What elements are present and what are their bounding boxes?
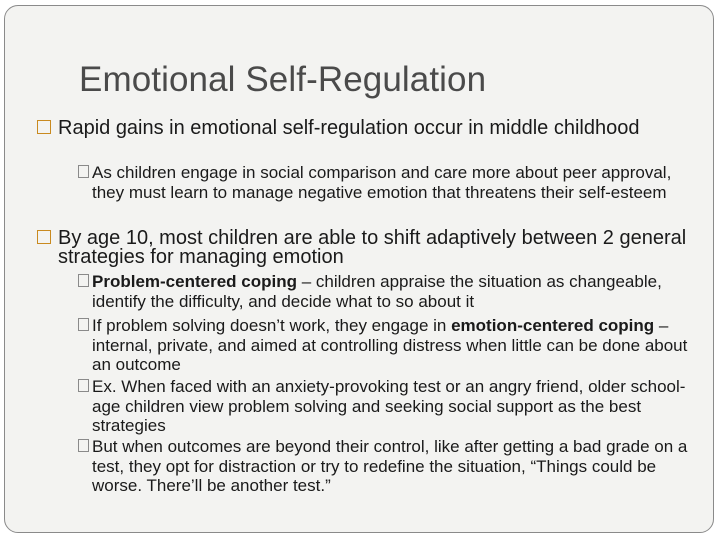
subpoint-social-comparison: As children engage in social comparison and care more about peer approval, they must learn to manage negative emotion that threatens their self-esteem — [92, 163, 690, 202]
subpoint-outcomes-beyond-control: But when outcomes are beyond their control, like after getting a bad grade on a test, they opt for distraction or try to redefine the situation, “Things could be worse. There’ll be another test.” — [92, 437, 690, 496]
subpoint-example-test: Ex. When faced with an anxiety-provoking test or an angry friend, older school-age children view problem solving and seeking social support as the best strategies — [92, 377, 690, 436]
bullet-point-rapid-gains: Rapid gains in emotional self-regulation occur in middle childhood — [58, 119, 702, 138]
square-bullet-icon — [37, 120, 51, 134]
square-bullet-icon — [78, 439, 89, 452]
slide-title: Emotional Self-Regulation — [79, 60, 487, 99]
term-problem-centered-coping: Problem-centered coping — [92, 272, 297, 291]
term-emotion-centered-coping: emotion-centered coping — [451, 316, 655, 335]
square-bullet-icon — [78, 318, 89, 331]
subpoint-emotion-centered-coping: If problem solving doesn’t work, they engage in emotion-centered coping – internal, private, and aimed at controlling distress when little can be done about an outcome — [92, 316, 690, 375]
square-bullet-icon — [78, 379, 89, 392]
square-bullet-icon — [78, 165, 89, 178]
square-bullet-icon — [78, 274, 89, 287]
square-bullet-icon — [37, 230, 51, 244]
subpoint-problem-centered-coping: Problem-centered coping – children appraise the situation as changeable, identify the difficulty, and decide what to so about it — [92, 272, 690, 311]
bullet-point-age-10: By age 10, most children are able to shift adaptively between 2 general strategies for managing emotion — [58, 229, 702, 267]
